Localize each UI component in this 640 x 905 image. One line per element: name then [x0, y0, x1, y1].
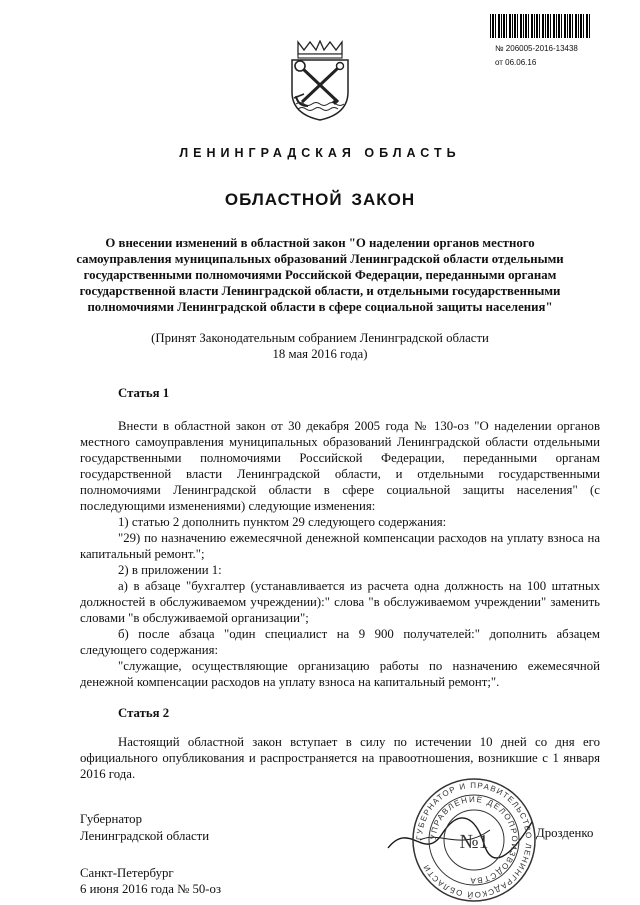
document-type: ОБЛАСТНОЙ ЗАКОН: [224, 190, 416, 209]
stamp-number: №1: [459, 831, 489, 853]
signatory-title-line-1: Губернатор: [80, 812, 142, 826]
barcode: [490, 14, 590, 38]
article-1-paragraph: 2) в приложении 1:: [118, 563, 222, 577]
registration-number: № 206005-2016-13438: [495, 44, 578, 53]
coat-of-arms-icon: [286, 40, 354, 122]
law-date-number: 6 июня 2016 года № 50-оз: [80, 882, 222, 896]
article-2-paragraph: Настоящий областной закон вступает в силу по истечении 10 дней со дня его официального опубликования и распространяется на правоотношения, возникшие с 1 января 2016 года.: [80, 735, 600, 781]
stamp-outer-text: ГУБЕРНАТОР И ПРАВИТЕЛЬСТВО ЛЕНИНГРАДСКОЙ ОБЛАСТИ: [414, 780, 534, 900]
article-1-paragraph: "29) по назначению ежемесячной денежной компенсации расходов на уплату взноса на капитальный ремонт.";: [80, 531, 600, 561]
adoption-note: [60, 330, 580, 362]
law-title: О внесении изменений в областной закон "О наделении органов местного самоуправления муниципальных образований Ленинградской области отдельными государственными полномочиями Российской Федерации, переданными органам государственной власти Ленинградской области, и отдельными государственными полномочиями Ленинградской области в сфере социальной защиты населения": [76, 236, 564, 314]
article-1-body: [80, 418, 600, 690]
article-1-paragraph: а) в абзаце "бухгалтер (устанавливается из расчета одна должность на 100 штатных должностей в обслуживаемом учреждении):" слова "в обслуживаемом учреждении" заменить словами "в обслуживаемой организации";: [80, 579, 600, 625]
signatory-name: Дрозденко: [536, 826, 594, 840]
article-1-paragraph: 1) статью 2 дополнить пунктом 29 следующего содержания:: [118, 515, 447, 529]
article-1-paragraph: Внести в областной закон от 30 декабря 2005 года № 130-оз "О наделении органов местного самоуправления муниципальных образований Ленинградской области отдельными государственными полномочиями Российской Федерации, переданными органам государственной власти Ленинградской области, и отдельными государственными полномочиями Ленинградской области в сфере социальной защиты населения" (с последующими изменениями) следующие изменения:: [80, 419, 600, 513]
article-2-heading: Статья 2: [118, 706, 170, 720]
article-2-body: [80, 734, 600, 782]
article-1-heading: Статья 1: [118, 386, 170, 400]
registration-date: от 06.06.16: [495, 58, 537, 67]
region-heading: ЛЕНИНГРАДСКАЯ ОБЛАСТЬ: [179, 146, 461, 160]
adoption-line-2: 18 мая 2016 года): [272, 347, 368, 361]
footer: [80, 865, 221, 897]
signatory-title-line-2: Ленинградской области: [80, 829, 210, 843]
stamp-inner-text: УПРАВЛЕНИЕ ДЕЛОПРОИЗВОДСТВА: [428, 794, 520, 886]
article-1-paragraph: "служащие, осуществляющие организацию работы по назначению ежемесячной денежной компенсации расходов на уплату взноса на капитальный ремонт;".: [80, 659, 600, 689]
article-1-paragraph: б) после абзаца "один специалист на 9 900 получателей:" дополнить абзацем следующего содержания:: [80, 627, 600, 657]
adoption-line-1: (Принят Законодательным собранием Ленинградской области: [151, 331, 489, 345]
official-stamp: [410, 776, 538, 904]
place-of-signing: Санкт-Петербург: [80, 866, 174, 880]
signatory-title: [80, 811, 209, 845]
